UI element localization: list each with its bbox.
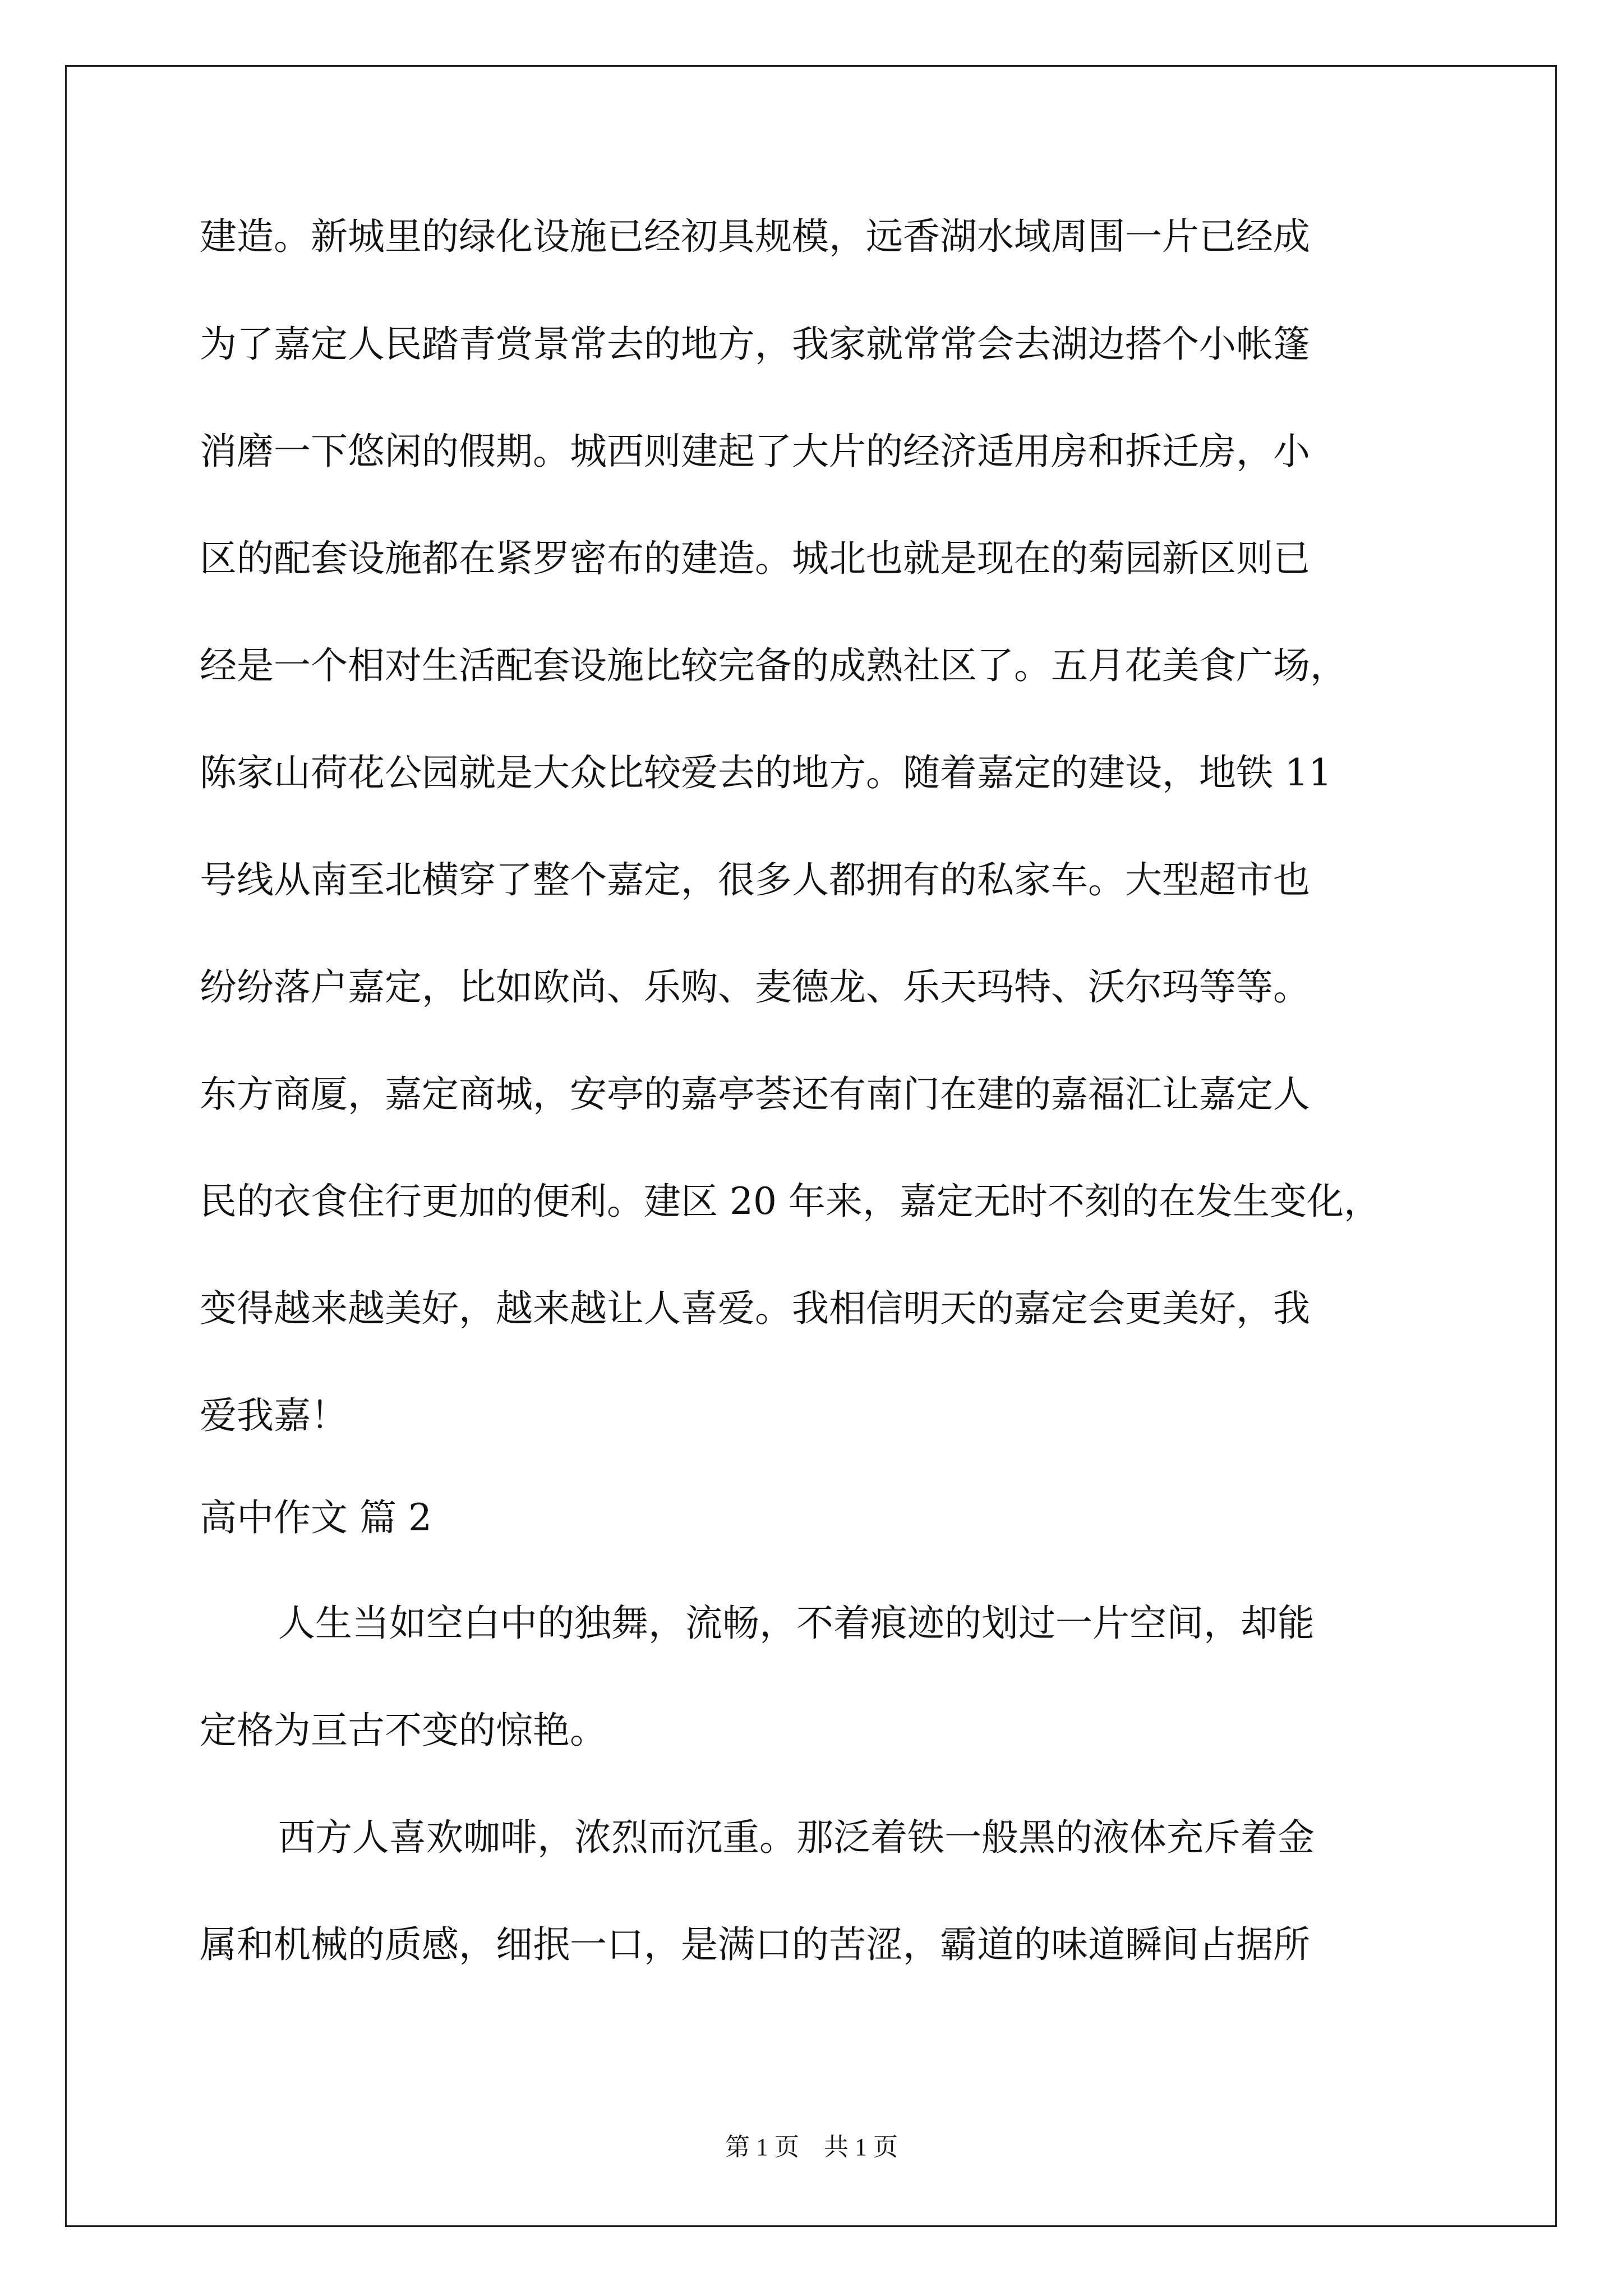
paragraph-line: 西方人喜欢咖啡，浓烈而沉重。那泛着铁一般黑的液体充斥着金 (278, 1816, 1315, 1859)
paragraph-line: 民的衣食住行更加的便利。建区 20 年来，嘉定无时不刻的在发生变化， (200, 1180, 1381, 1223)
paragraph-line: 区的配套设施都在紧罗密布的建造。城北也就是现在的菊园新区则已 (200, 537, 1310, 580)
paragraph-line: 号线从南至北横穿了整个嘉定，很多人都拥有的私家车。大型超市也 (200, 858, 1310, 901)
paragraph-line: 属和机械的质感，细抿一口，是满口的苦涩，霸道的味道瞬间占据所 (200, 1923, 1310, 1966)
paragraph-line: 人生当如空白中的独舞，流畅，不着痕迹的划过一片空间，却能 (278, 1602, 1315, 1645)
paragraph-line: 变得越来越美好，越来越让人喜爱。我相信明天的嘉定会更美好，我 (200, 1287, 1310, 1330)
paragraph-line: 爱我嘉！ (200, 1394, 348, 1437)
page-border (65, 65, 1557, 2227)
paragraph-line: 纷纷落户嘉定，比如欧尚、乐购、麦德龙、乐天玛特、沃尔玛等等。 (200, 965, 1310, 1009)
paragraph-line: 陈家山荷花公园就是大众比较爱去的地方。随着嘉定的建设，地铁 11 (200, 751, 1332, 794)
paragraph-line: 东方商厦，嘉定商城，安亭的嘉亭荟还有南门在建的嘉福汇让嘉定人 (200, 1073, 1310, 1116)
paragraph-line: 为了嘉定人民踏青赏景常去的地方，我家就常常会去湖边搭个小帐篷 (200, 323, 1310, 366)
paragraph-line: 建造。新城里的绿化设施已经初具规模，远香湖水域周围一片已经成 (200, 215, 1310, 258)
paragraph-line: 消磨一下悠闲的假期。城西则建起了大片的经济适用房和拆迁房，小 (200, 430, 1310, 473)
paragraph-line: 定格为亘古不变的惊艳。 (200, 1709, 607, 1752)
section-heading: 高中作文 篇 2 (200, 1496, 432, 1539)
paragraph-line: 经是一个相对生活配套设施比较完备的成熟社区了。五月花美食广场， (200, 644, 1347, 687)
page-footer: 第 1 页 共 1 页 (725, 2133, 898, 2161)
